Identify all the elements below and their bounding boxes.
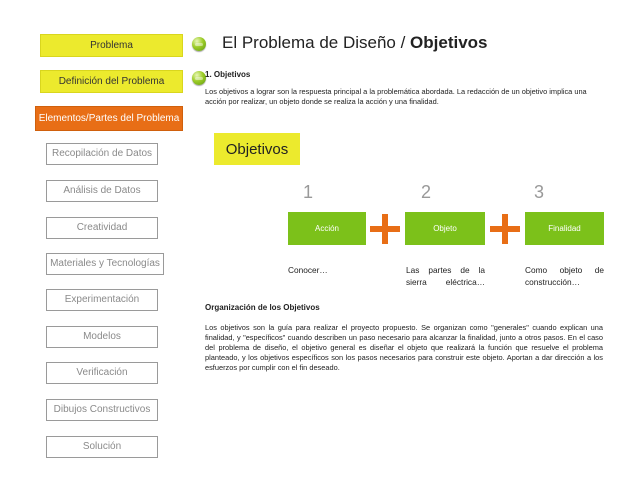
sidebar-item-problema[interactable]: Problema [40, 34, 183, 57]
section1-heading: 1. Objetivos [205, 70, 251, 79]
page-title [222, 33, 488, 53]
sidebar-item-modelos[interactable]: Modelos [46, 326, 158, 348]
sidebar-item-verificacion[interactable]: Verificación [46, 362, 158, 384]
title-bold: Objetivos [410, 33, 488, 52]
sidebar-item-creatividad[interactable]: Creatividad [46, 217, 158, 239]
sidebar-item-solucion[interactable]: Solución [46, 436, 158, 458]
step-number-3: 3 [534, 182, 545, 202]
objetivos-label: Objetivos [214, 133, 300, 165]
step-sub-2: Las partes de la sierra eléctrica… [406, 265, 485, 287]
sidebar-item-recopilacion[interactable]: Recopilación de Datos [46, 143, 158, 165]
step-box-objeto: Objeto [405, 212, 485, 245]
plus-icon [370, 214, 400, 244]
step-number-2: 2 [421, 182, 432, 202]
green-bullet-icon [192, 37, 206, 51]
sidebar-item-materiales[interactable]: Materiales y Tecnologías [46, 253, 164, 275]
plus-icon [490, 214, 520, 244]
step-box-finalidad: Finalidad [525, 212, 604, 245]
sidebar-item-analisis[interactable]: Análisis de Datos [46, 180, 158, 202]
title-prefix: El Problema de Diseño / [222, 33, 411, 52]
section1-text: Los objetivos a lograr son la respuesta principal a la problemática abordada. La redacción de un objetivo implica una acción por realizar, un objeto donde se realiza la acción y una finalidad. [205, 87, 587, 106]
section2-text: Los objetivos son la guía para realizar el proyecto propuesto. Se organizan como "generales" cuando explican una finalidad, y "específicos" cuando describen un paso necesario para alcanzar la finalidad, junto a otros pasos. En el caso del problema de diseño, el objetivo general es diseñar el objeto que realizará la función que resuelve el problema planteado, y los objetivos específicos son los pasos necesarios para construir este objeto. Aportan a dar dirección a los esfuerzos por cumplir con el fin deseado. [205, 323, 603, 372]
step-sub-1: Conocer… [288, 265, 328, 275]
sidebar-item-elementos[interactable]: Elementos/Partes del Problema [35, 106, 183, 131]
green-bullet-icon [192, 71, 206, 85]
section2-heading: Organización de los Objetivos [205, 303, 320, 312]
step-box-accion: Acción [288, 212, 366, 245]
step-sub-3: Como objeto de construcción… [525, 265, 604, 287]
sidebar-item-definicion[interactable]: Definición del Problema [40, 70, 183, 93]
sidebar-item-dibujos[interactable]: Dibujos Constructivos [46, 399, 158, 421]
sidebar-item-experimentacion[interactable]: Experimentación [46, 289, 158, 311]
step-number-1: 1 [303, 182, 314, 202]
